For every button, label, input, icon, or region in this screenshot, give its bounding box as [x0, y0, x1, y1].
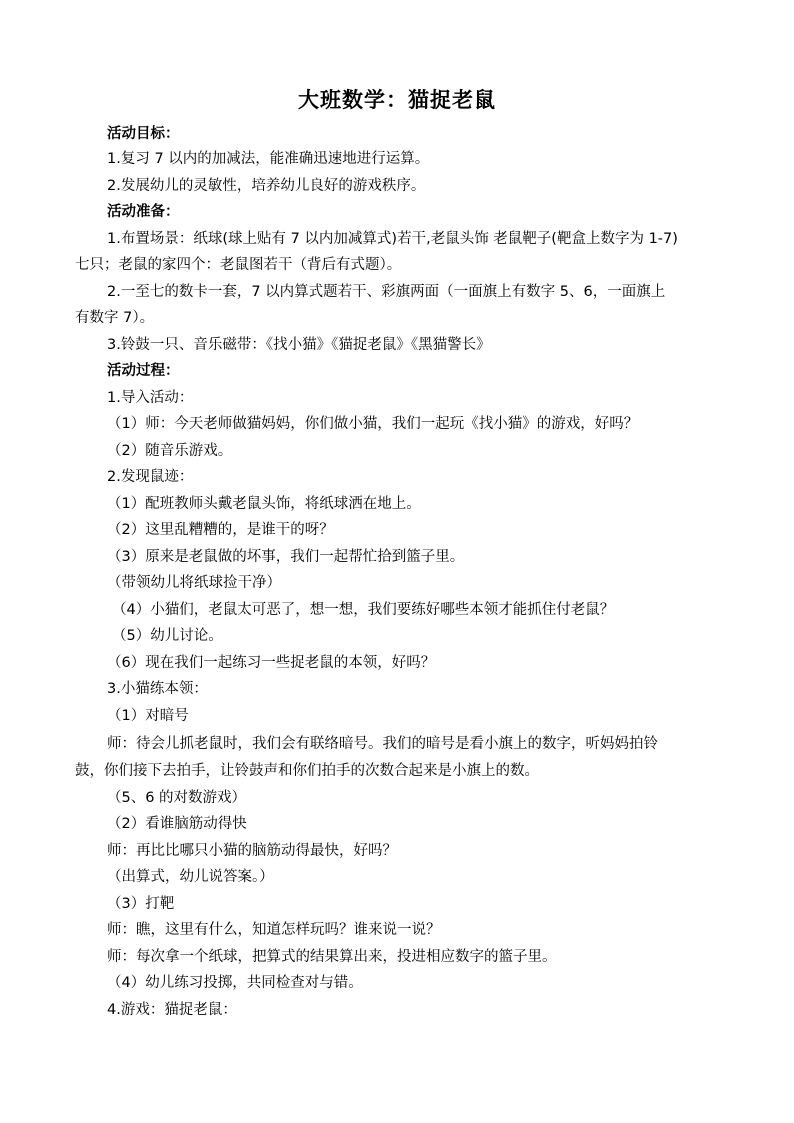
paragraph-line: （2）随音乐游戏。	[107, 443, 233, 459]
paragraph-line: （3）原来是老鼠做的坏事，我们一起帮忙拾到篮子里。	[107, 549, 465, 565]
paragraph-line: （3）打靶	[107, 896, 175, 912]
paragraph-line: （5）幼儿讨论。	[112, 628, 223, 644]
paragraph-line: （1）配班教师头戴老鼠头饰，将纸球洒在地上。	[107, 496, 421, 512]
paragraph-line: 师：每次拿一个纸球，把算式的结果算出来，投进相应数字的篮子里。	[107, 949, 557, 965]
paragraph-line: 1.布置场景：纸球(球上贴有 7 以内加减算式)若干,老鼠头饰 老鼠靶子(靶盒上数字为 1-7)	[107, 231, 678, 247]
section-heading-goals: 活动目标：	[107, 126, 180, 142]
paragraph-line: （6）现在我们一起练习一些捉老鼠的本领，好吗？	[107, 655, 436, 671]
paragraph-line: （带领幼儿将纸球捡干净）	[107, 575, 281, 591]
section-heading-process: 活动过程：	[107, 363, 180, 379]
paragraph-line: （出算式，幼儿说答案。）	[107, 869, 274, 885]
paragraph-line: （1）对暗号	[107, 708, 189, 724]
paragraph-line: 鼓，你们接下去拍手，让铃鼓声和你们拍手的次数合起来是小旗上的数。	[75, 763, 539, 779]
paragraph-line: 2.一至七的数卡一套，7 以内算式题若干、彩旗两面（一面旗上有数字 5、6，一面旗上	[107, 284, 666, 300]
paragraph-line: （1）师：今天老师做猫妈妈，你们做小猫，我们一起玩《找小猫》的游戏，好吗？	[107, 416, 639, 432]
paragraph-line: 3.小猫练本领：	[107, 681, 208, 697]
paragraph-line: （4）幼儿练习投掷，共同检查对与错。	[107, 975, 363, 991]
paragraph-line: 2.发现鼠迹：	[107, 469, 194, 485]
paragraph-line: 4.游戏：猫捉老鼠：	[107, 1002, 237, 1018]
paragraph-line: （5、6 的对数游戏）	[107, 790, 247, 806]
paragraph-line: 1.复习 7 以内的加减法，能准确迅速地进行运算。	[107, 151, 430, 167]
paragraph-line: 师：再比比哪只小猫的脑筋动得最快，好吗？	[107, 843, 397, 859]
paragraph-line: 师：瞧，这里有什么，知道怎样玩吗？谁来说一说？	[107, 922, 441, 938]
document-title: 大班数学：猫捉老鼠	[298, 88, 496, 112]
paragraph-line: 2.发展幼儿的灵敏性，培养幼儿良好的游戏秩序。	[107, 178, 426, 194]
paragraph-line: （2）这里乱糟糟的，是谁干的呀？	[107, 522, 334, 538]
paragraph-line: 师：待会儿抓老鼠时，我们会有联络暗号。我们的暗号是看小旗上的数字，听妈妈拍铃	[107, 736, 658, 752]
paragraph-line: 3.铃鼓一只、音乐磁带：《找小猫》《猫捉老鼠》《黑猫警长》	[107, 337, 491, 353]
section-heading-preparation: 活动准备：	[107, 204, 180, 220]
paragraph-line: 七只；老鼠的家四个：老鼠图若干（背后有式题）。	[75, 257, 402, 273]
paragraph-line: 1.导入活动：	[107, 390, 194, 406]
paragraph-line: （2）看谁脑筋动得快	[107, 816, 247, 832]
paragraph-line: （4）小猫们，老鼠太可恶了，想一想，我们要练好哪些本领才能抓住付老鼠？	[112, 602, 615, 618]
paragraph-line: 有数字 7）。	[75, 310, 155, 326]
